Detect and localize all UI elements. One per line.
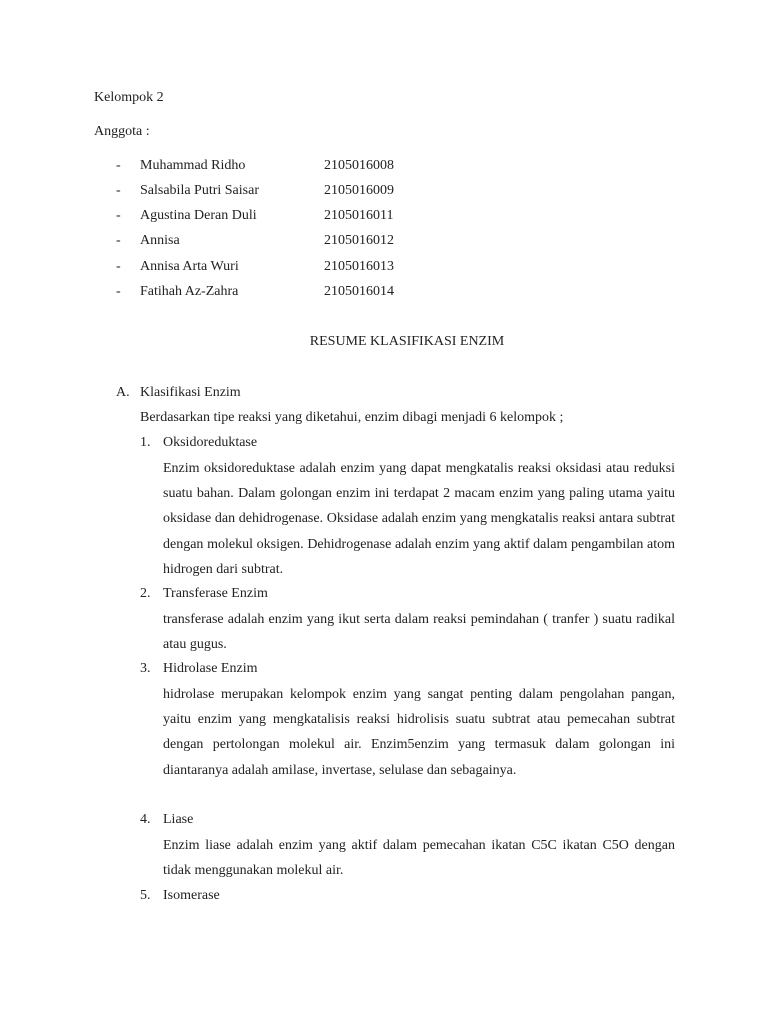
member-nim: 2105016009 [324,183,394,198]
member-name: Muhammad Ridho [140,158,246,173]
member-name: Annisa [140,233,180,248]
member-dash: - [116,183,121,198]
item-number: 3. [140,661,151,676]
document-title: RESUME KLASIFIKASI ENZIM [309,334,505,349]
item-heading: Oksidoreduktase [163,435,258,450]
members-label: Anggota : [94,124,150,139]
member-nim: 2105016008 [324,158,394,173]
item-paragraph: hidrolase merupakan kelompok enzim yang sangat penting dalam pengolahan pangan, yaitu enzim yang mengkatalisis reaksi hidrolisis suatu subtrat atau pemecahan subtrat dengan pertolongan molekul air. Enzim5enzim yang termasuk dalam golongan ini diantaranya adalah amilase, invertase, selulase dan sebagainya. [163,687,675,778]
member-dash: - [116,284,121,299]
member-name: Fatihah Az-Zahra [140,284,239,299]
item-heading: Hidrolase Enzim [163,661,258,676]
member-nim: 2105016011 [324,208,394,223]
member-dash: - [116,158,121,173]
section-letter: A. [116,385,130,400]
member-dash: - [116,259,121,274]
item-paragraph: Enzim liase adalah enzim yang aktif dalam pemecahan ikatan C5C ikatan C5O dengan tidak menggunakan molekul air. [163,838,675,879]
group-label: Kelompok 2 [94,90,164,105]
item-heading: Liase [163,812,194,827]
member-name: Annisa Arta Wuri [140,259,239,274]
member-dash: - [116,233,121,248]
item-number: 4. [140,812,151,827]
item-heading: Isomerase [163,888,220,903]
item-heading: Transferase Enzim [163,586,268,601]
member-nim: 2105016012 [324,233,394,248]
section-intro: Berdasarkan tipe reaksi yang diketahui, enzim dibagi menjadi 6 kelompok ; [140,410,564,425]
member-nim: 2105016013 [324,259,394,274]
member-dash: - [116,208,121,223]
member-name: Salsabila Putri Saisar [140,183,259,198]
member-nim: 2105016014 [324,284,394,299]
section-heading: Klasifikasi Enzim [140,385,241,400]
item-number: 5. [140,888,151,903]
item-number: 2. [140,586,151,601]
item-paragraph: Enzim oksidoreduktase adalah enzim yang dapat mengkatalis reaksi oksidasi atau reduksi suatu bahan. Dalam golongan enzim ini terdapat 2 macam enzim yang paling utama yaitu oksidase dan dehidrogenase. Oksidase adalah enzim yang mengkatalis reaksi antara subtrat dengan molekul oksigen. Dehidrogenase adalah enzim yang aktif dalam pengambilan atom hidrogen dari subtrat. [163,461,675,577]
item-paragraph: transferase adalah enzim yang ikut serta dalam reaksi pemindahan ( tranfer ) suatu radikal atau gugus. [163,612,675,653]
member-name: Agustina Deran Duli [140,208,257,223]
item-number: 1. [140,435,151,450]
